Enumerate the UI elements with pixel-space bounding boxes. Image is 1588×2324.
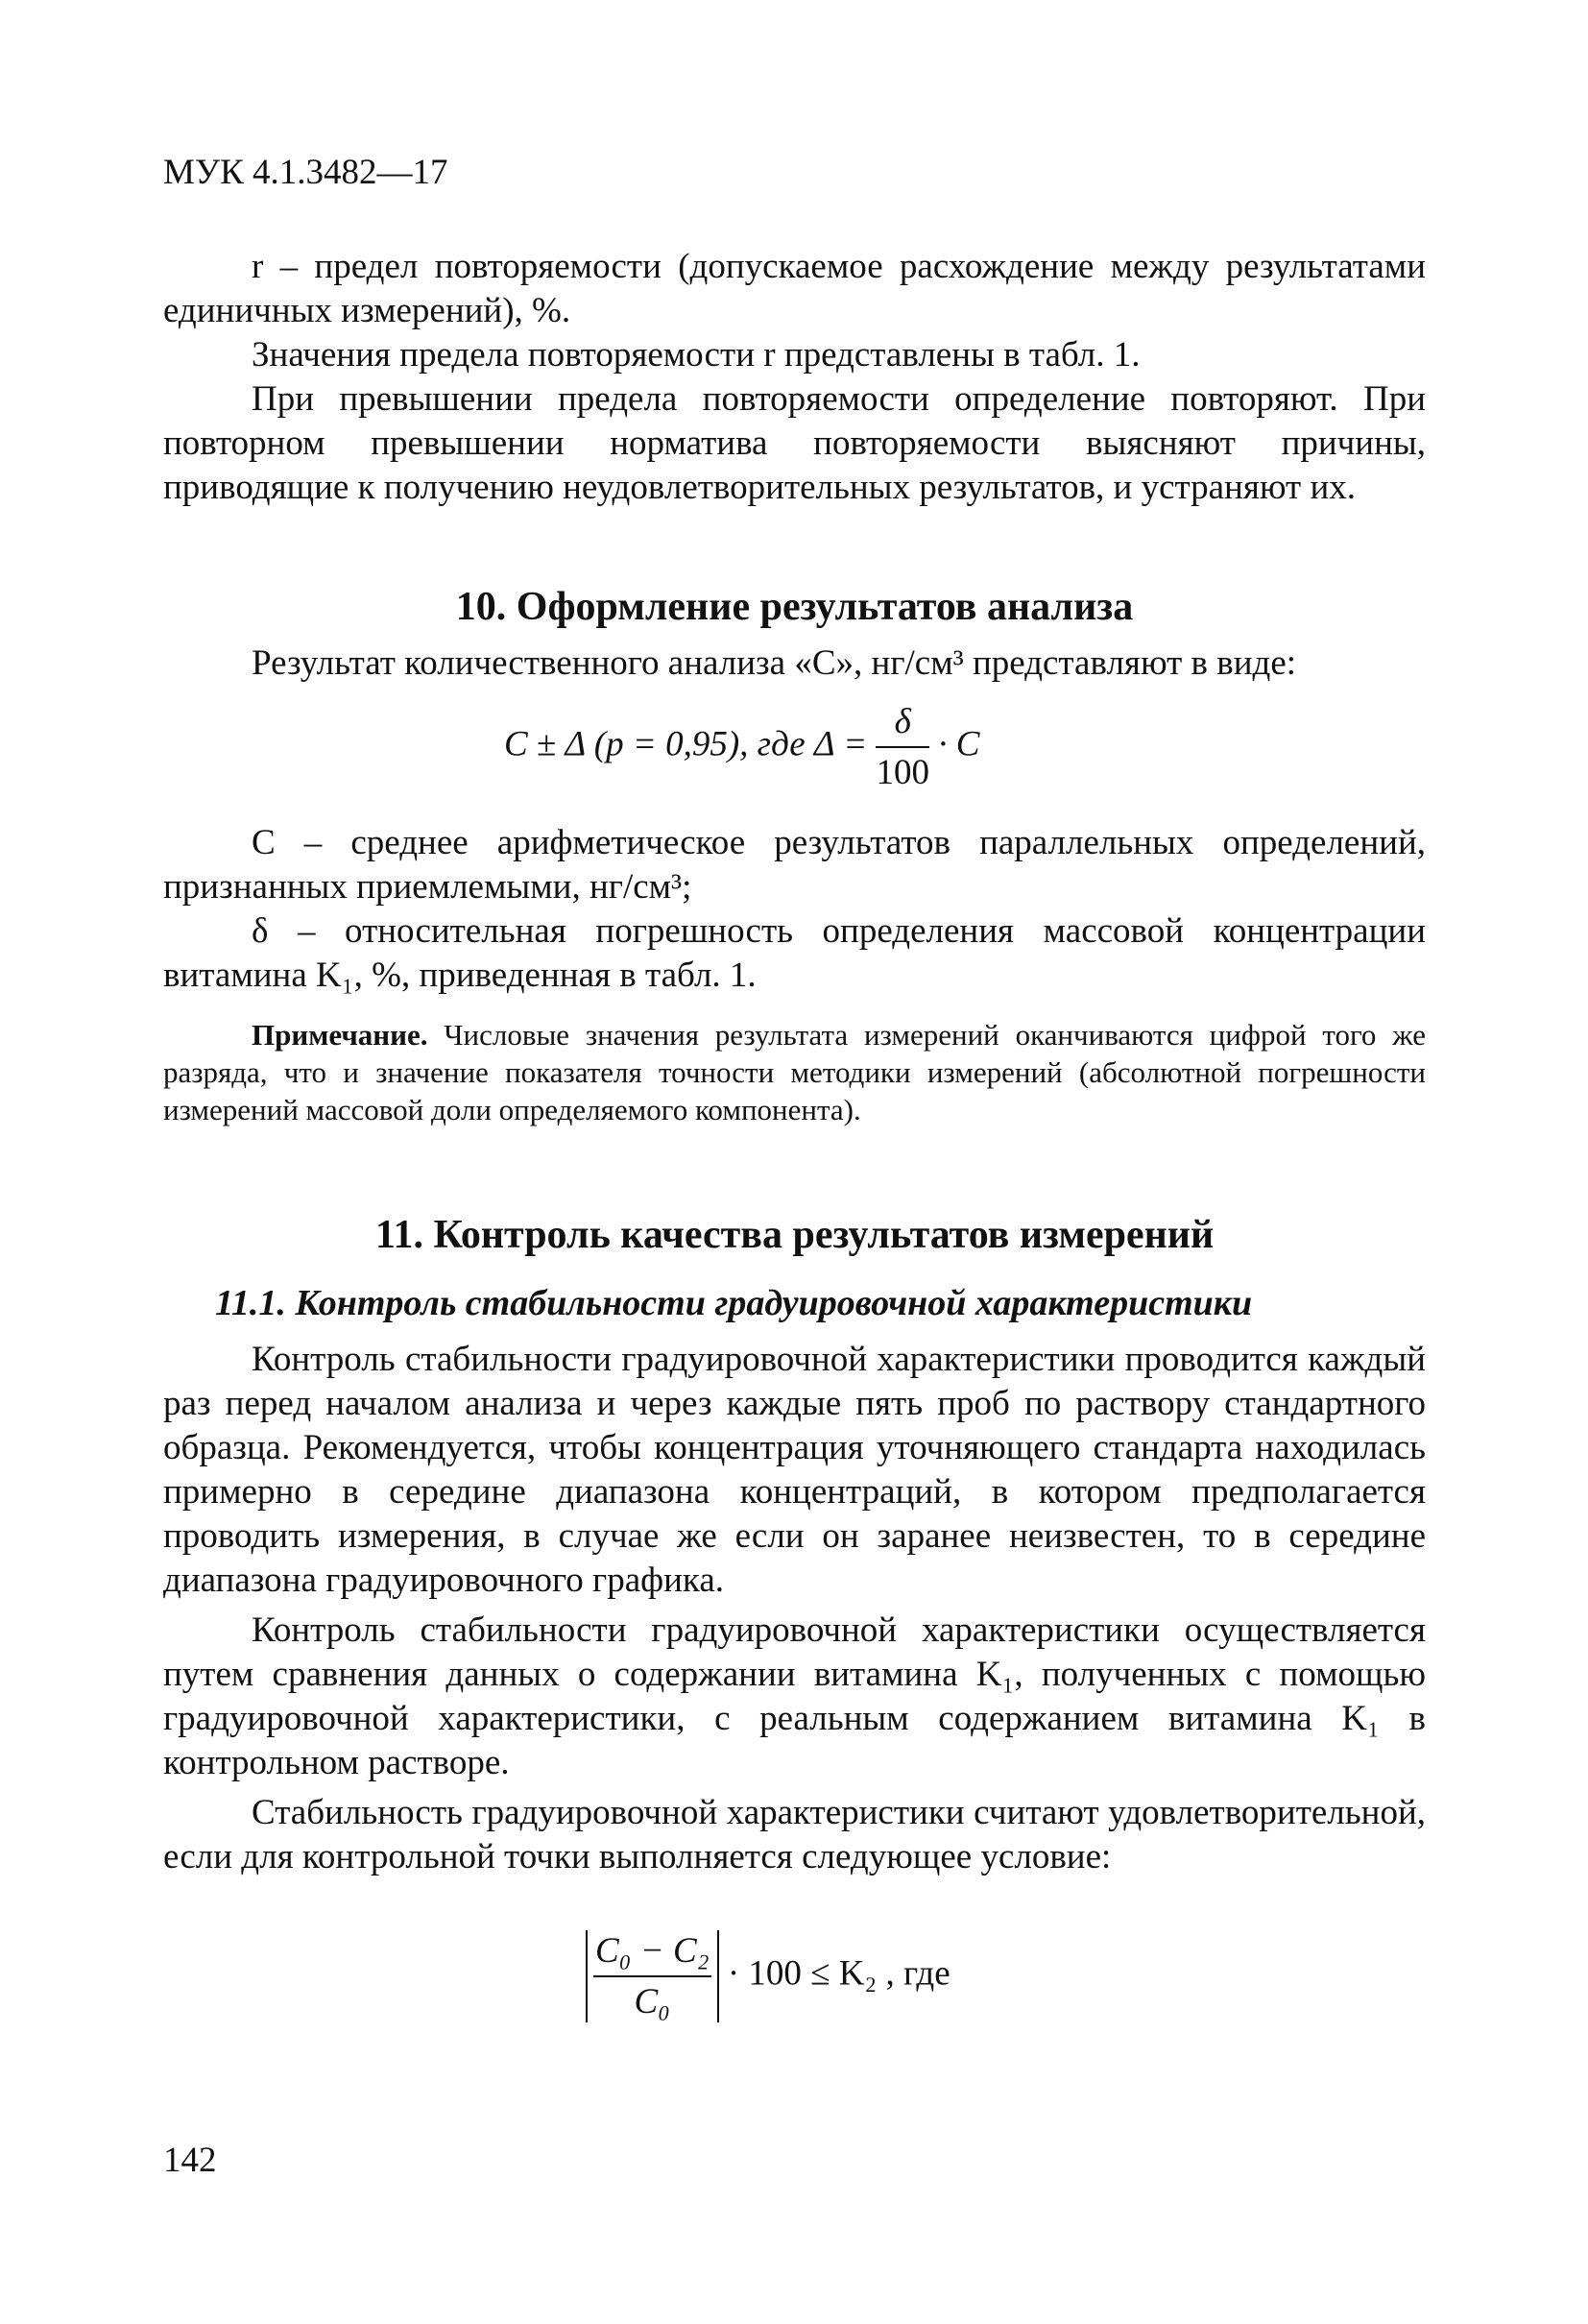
section10-definitions — [163, 821, 1426, 998]
result-form-intro: Результат количественного анализа «С», нг/см³ представляют в виде: — [252, 643, 1297, 683]
paragraph-repeat-rule: При превышении предела повторяемости определение повторяют. При повторном превышении норматива повторяемости выясняют причины, приводящие к получению неудовлетворительных результатов, и устраняют их. — [163, 379, 1426, 507]
result-formula — [504, 701, 979, 793]
absolute-value-bars — [586, 1930, 719, 2022]
paragraph-r-definition: r – предел повторяемости (допускаемое расхождение между результатами единичных измерений), %. — [163, 247, 1426, 330]
formula-lhs: C ± Δ (p = 0,95), где Δ = — [504, 724, 868, 764]
paragraph-comparison: Контроль стабильности градуировочной характеристики осуществляется путем сравнения данных о содержании витамина K₁, полученных с помощью градуировочной характеристики, с реальным содержанием витамина K₁ в контрольном растворе. — [163, 1610, 1426, 1782]
section11-body — [163, 1338, 1426, 1879]
section10-intro — [163, 642, 1426, 686]
section10-heading: 10. Оформление результатов анализа — [455, 585, 1134, 629]
definition-delta: δ – относительная погрешность определения массовой концентрации витамина K₁, %, приведенная в табл. 1. — [163, 911, 1426, 995]
condition-numerator: C₀ − C₂ — [593, 1930, 711, 1977]
formula-rhs: · C — [938, 724, 980, 764]
paragraph-r-values: Значения предела повторяемости r представлены в табл. 1. — [252, 335, 1141, 375]
note-block — [163, 1016, 1426, 1128]
note-text: Числовые значения результата измерений оканчиваются цифрой того же разряда, что и значение показателя точности методики измерений (абсолютной погрешности измерений массовой доли определяемого компонента). — [163, 1018, 1426, 1126]
page-header-code: МУК 4.1.3482—17 — [163, 153, 448, 192]
note-label: Примечание. — [252, 1018, 428, 1052]
page-number: 142 — [163, 2141, 217, 2180]
formula-fraction — [876, 701, 929, 793]
section9-tail — [163, 245, 1426, 510]
formula-denominator: 100 — [876, 753, 929, 792]
paragraph-stability-control: Контроль стабильности градуировочной характеристики проводится каждый раз перед началом анализа и через каждые пять проб по раствору стандартного образца. Рекомендуется, чтобы концентрация уточняющего стандарта находилась примерно в середине диапазона концентраций, в котором предполагается проводить измерения, в случае же если он заранее неизвестен, то в середине диапазона градуировочного графика. — [163, 1340, 1426, 1600]
condition-formula — [586, 1930, 950, 2022]
paragraph-condition: Стабильность градуировочной характеристики считают удовлетворительной, если для контрольной точки выполняется следующее условие: — [163, 1793, 1426, 1876]
definition-c: С – среднее арифметическое результатов параллельных определений, признанных приемлемыми, нг/см³; — [163, 823, 1426, 907]
condition-denominator: C₀ — [634, 1982, 671, 2021]
condition-rhs: · 100 ≤ K₂ , где — [727, 1953, 950, 1994]
section11-heading: 11. Контроль качества результатов измерений — [374, 1213, 1215, 1257]
condition-fraction — [593, 1930, 711, 2022]
formula-numerator: δ — [876, 701, 929, 748]
subsection-11-1-heading: 11.1. Контроль стабильности градуировочной характеристики — [215, 1283, 1253, 1323]
